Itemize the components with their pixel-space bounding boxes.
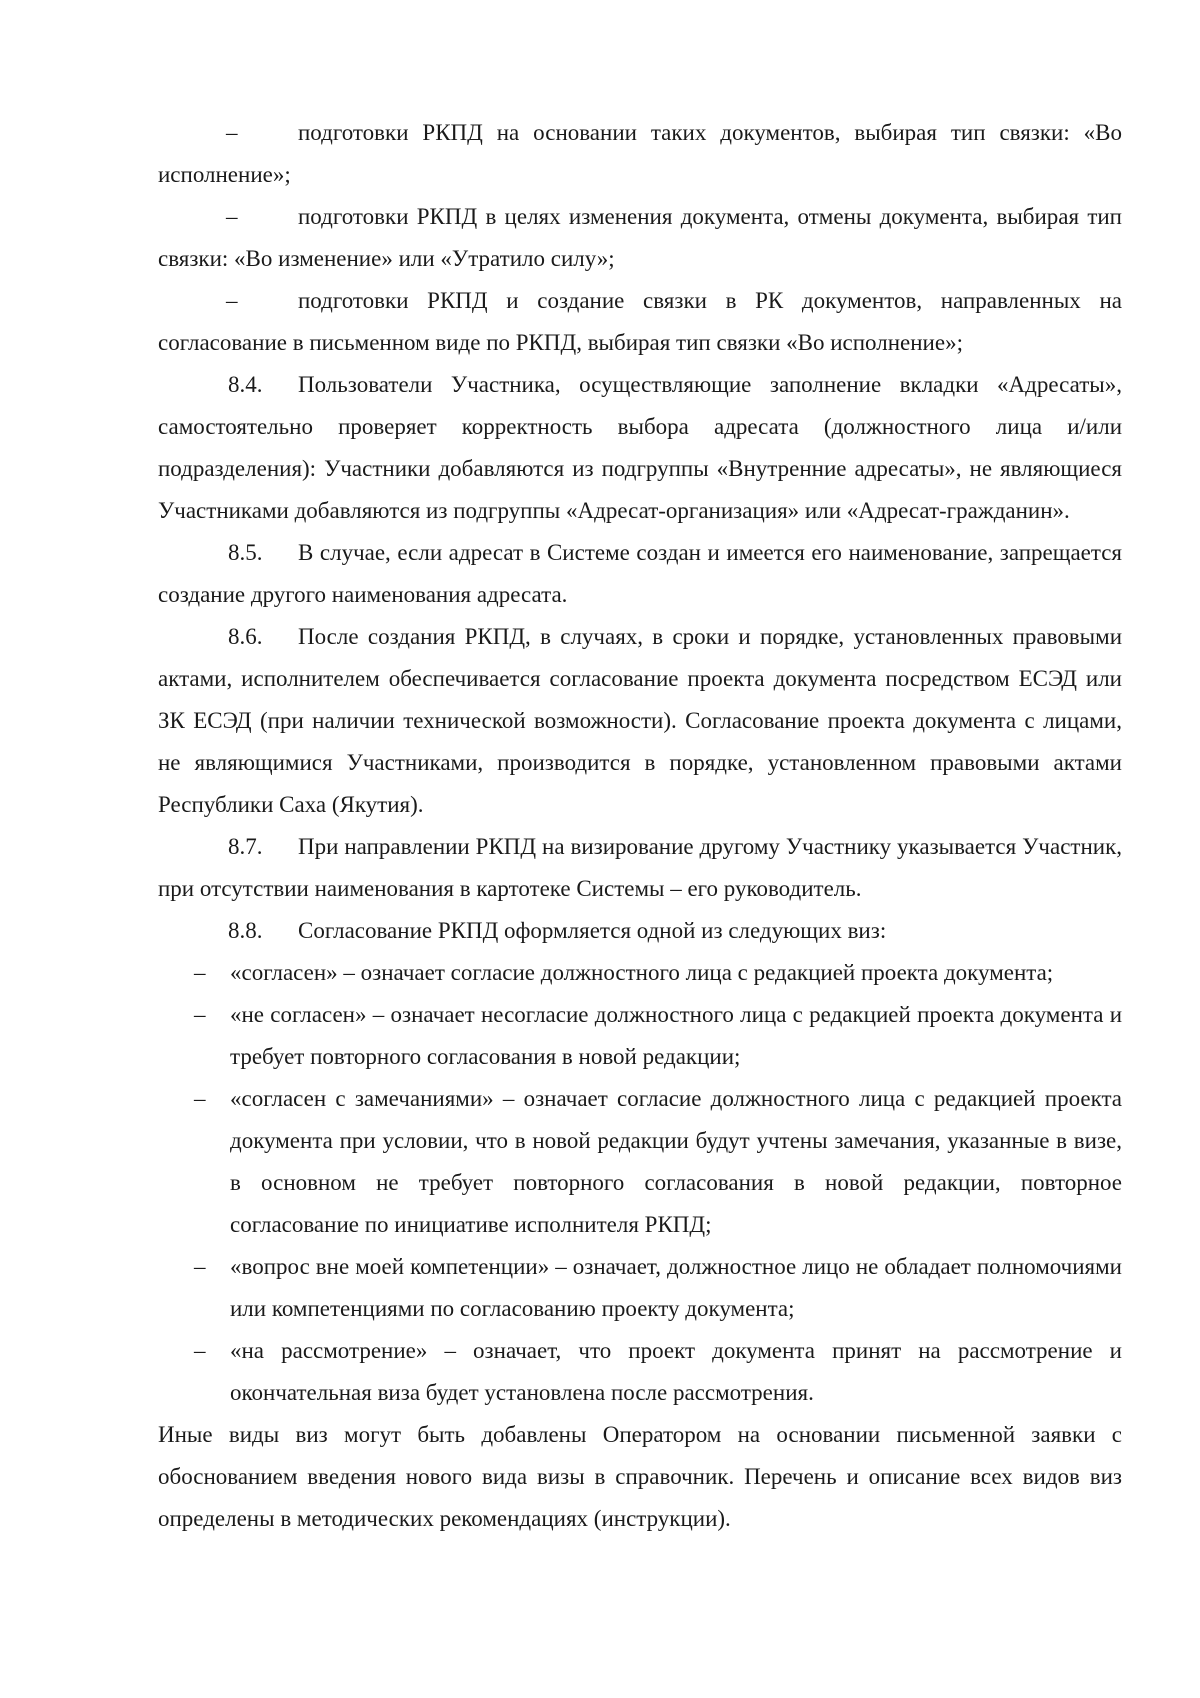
- section-number: 8.7.: [228, 834, 263, 859]
- section-number: 8.8.: [228, 918, 263, 943]
- section-8-7: [158, 826, 1122, 910]
- dash-item: [158, 112, 1122, 196]
- list-item: [158, 952, 1122, 994]
- list-item-text: «согласен с замечаниями» – означает согласие должностного лица с редакцией проекта документа при условии, что в новой редакции будут учтены замечания, указанные в визе, в основном не требует повторного согласования в новой редакции, повторное согласование по инициативе исполнителя РКПД;: [230, 1086, 1122, 1237]
- dash-marker: –: [226, 288, 238, 313]
- section-text: В случае, если адресат в Системе создан и имеется его наименование, запрещается создание другого наименования адресата.: [158, 540, 1122, 607]
- section-8-5: [158, 532, 1122, 616]
- section-text: Согласование РКПД оформляется одной из следующих виз:: [298, 918, 887, 943]
- dash-item-text: подготовки РКПД на основании таких документов, выбирая тип связки: «Во исполнение»;: [158, 120, 1122, 187]
- section-text: Пользователи Участника, осуществляющие заполнение вкладки «Адресаты», самостоятельно проверяет корректность выбора адресата (должностного лица и/или подразделения): Участники добавляются из подгруппы «Внутренние адресаты», не являющиеся Участниками добавляются из подгруппы «Адресат-организация» или «Адресат-гражданин».: [158, 372, 1122, 523]
- dash-item: [158, 280, 1122, 364]
- list-item: [158, 1330, 1122, 1414]
- section-8-8: [158, 910, 1122, 952]
- section-8-4: [158, 364, 1122, 532]
- section-text: При направлении РКПД на визирование другому Участнику указывается Участник, при отсутствии наименования в картотеке Системы – его руководитель.: [158, 834, 1122, 901]
- list-item: [158, 1246, 1122, 1330]
- dash-item: [158, 196, 1122, 280]
- visa-list: [158, 952, 1122, 1414]
- dash-marker: –: [194, 1254, 206, 1279]
- dash-item-text: подготовки РКПД в целях изменения документа, отмены документа, выбирая тип связки: «Во изменение» или «Утратило силу»;: [158, 204, 1122, 271]
- dash-marker: –: [194, 960, 206, 985]
- dash-marker: –: [226, 120, 238, 145]
- section-text: После создания РКПД, в случаях, в сроки и порядке, установленных правовыми актами, исполнителем обеспечивается согласование проекта документа посредством ЕСЭД или ЗК ЕСЭД (при наличии технической возможности). Согласование проекта документа с лицами, не являющимися Участниками, производится в порядке, установленном правовыми актами Республики Саха (Якутия).: [158, 624, 1122, 817]
- dash-marker: –: [194, 1338, 206, 1363]
- section-8-6: [158, 616, 1122, 826]
- section-number: 8.4.: [228, 372, 263, 397]
- list-item: [158, 994, 1122, 1078]
- dash-marker: –: [194, 1002, 206, 1027]
- list-item-text: «вопрос вне моей компетенции» – означает, должностное лицо не обладает полномочиями или компетенциями по согласованию проекту документа;: [230, 1254, 1122, 1321]
- dash-marker: –: [194, 1086, 206, 1111]
- dash-item-text: подготовки РКПД и создание связки в РК документов, направленных на согласование в письменном виде по РКПД, выбирая тип связки «Во исполнение»;: [158, 288, 1122, 355]
- list-item-text: «не согласен» – означает несогласие должностного лица с редакцией проекта документа и требует повторного согласования в новой редакции;: [230, 1002, 1122, 1069]
- document-body: [158, 112, 1122, 1540]
- section-number: 8.5.: [228, 540, 263, 565]
- section-number: 8.6.: [228, 624, 263, 649]
- list-item-text: «согласен» – означает согласие должностного лица с редакцией проекта документа;: [230, 960, 1054, 985]
- list-item-text: «на рассмотрение» – означает, что проект документа принят на рассмотрение и окончательная виза будет установлена после рассмотрения.: [230, 1338, 1122, 1405]
- dash-marker: –: [226, 204, 238, 229]
- list-item: [158, 1078, 1122, 1246]
- closing-paragraph: Иные виды виз могут быть добавлены Оператором на основании письменной заявки с обоснованием введения нового вида визы в справочник. Перечень и описание всех видов виз определены в методических рекомендациях (инструкции).: [158, 1422, 1122, 1531]
